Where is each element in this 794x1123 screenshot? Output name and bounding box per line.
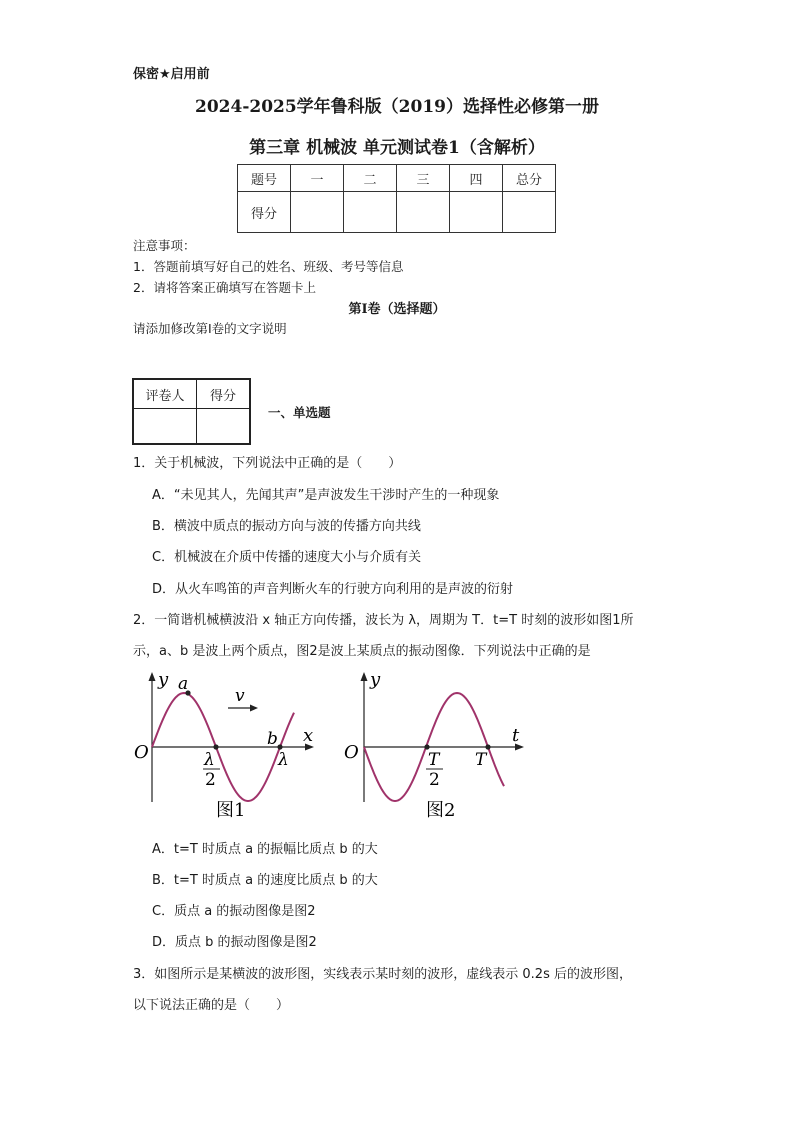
axis-label-y: y	[370, 669, 381, 690]
score-cell[interactable]	[397, 192, 450, 233]
question-1-option-c[interactable]: C．机械波在介质中传播的速度大小与介质有关	[152, 550, 422, 565]
note-item: 1．答题前填写好自己的姓名、班级、考号等信息	[133, 259, 404, 274]
axis-label-x: x	[303, 725, 314, 746]
score-header: 二	[344, 165, 397, 192]
score-cell[interactable]	[503, 192, 556, 233]
score-cell[interactable]	[344, 192, 397, 233]
label-half-T-num: T	[428, 750, 440, 770]
point-half-period	[424, 744, 429, 749]
question-2-option-a[interactable]: A．t=T 时质点 a 的振幅比质点 b 的大	[152, 842, 378, 857]
question-2-stem-line1: 2．一简谐机械横波沿 x 轴正方向传播，波长为 λ，周期为 T．t=T 时刻的波形如图1所	[133, 613, 634, 628]
score-header: 题号	[238, 165, 291, 192]
label-half-T-den: 2	[429, 770, 440, 790]
question-2-option-c[interactable]: C．质点 a 的振动图像是图2	[152, 904, 316, 919]
question-1-option-d[interactable]: D．从火车鸣笛的声音判断火车的行驶方向利用的是声波的衍射	[152, 582, 514, 597]
reviewer-score-cell[interactable]	[197, 409, 251, 445]
part-description: 请添加修改第I卷的文字说明	[133, 321, 287, 336]
question-3-stem-line1: 3．如图所示是某横波的波形图，实线表示某时刻的波形，虚线表示 0.2s 后的波形图，	[133, 967, 632, 982]
label-b: b	[267, 729, 278, 749]
notes-heading: 注意事项：	[133, 238, 196, 253]
label-half-lambda-num: λ	[204, 750, 215, 770]
label-half-lambda-den: 2	[205, 770, 216, 790]
score-header: 三	[397, 165, 450, 192]
question-2-option-d[interactable]: D．质点 b 的振动图像是图2	[152, 935, 317, 950]
question-1-option-b[interactable]: B．横波中质点的振动方向与波的传播方向共线	[152, 519, 421, 534]
note-item: 2．请将答案正确填写在答题卡上	[133, 280, 316, 295]
axis-label-y: y	[158, 669, 169, 690]
question-1-option-a[interactable]: A．“未见其人，先闻其声”是声波发生干涉时产生的一种现象	[152, 488, 500, 503]
score-header: 总分	[503, 165, 556, 192]
score-header: 四	[450, 165, 503, 192]
exam-subtitle: 第三章 机械波 单元测试卷1（含解析）	[249, 138, 545, 158]
reviewer-table	[132, 378, 251, 445]
reviewer-cell[interactable]	[133, 409, 197, 445]
label-lambda: λ	[278, 750, 289, 770]
question-3-stem-line2: 以下说法正确的是（ ）	[133, 998, 290, 1013]
part-title: 第I卷（选择题）	[348, 302, 446, 317]
score-row-label: 得分	[238, 192, 291, 233]
figure-2-caption: 图2	[426, 800, 456, 821]
point-period	[485, 744, 490, 749]
label-T: T	[475, 750, 487, 770]
axis-label-t: t	[512, 725, 520, 746]
score-table	[237, 164, 556, 233]
score-cell[interactable]	[450, 192, 503, 233]
point-b	[277, 744, 282, 749]
figure-1-caption: 图1	[216, 800, 246, 821]
label-a: a	[178, 674, 189, 694]
figure-2-vibration-graph	[340, 668, 540, 826]
reviewer-header: 得分	[197, 379, 251, 409]
score-cell[interactable]	[291, 192, 344, 233]
question-2-stem-line2: 示，a、b 是波上两个质点，图2是波上某质点的振动图像．下列说法中正确的是	[133, 644, 591, 659]
section-title: 一、单选题	[268, 405, 331, 420]
origin-label: O	[134, 742, 149, 763]
question-2-option-b[interactable]: B．t=T 时质点 a 的速度比质点 b 的大	[152, 873, 378, 888]
exam-title: 2024-2025学年鲁科版（2019）选择性必修第一册	[195, 97, 599, 117]
score-header: 一	[291, 165, 344, 192]
confidential-mark: 保密★启用前	[133, 67, 210, 82]
label-v: v	[235, 686, 245, 706]
figure-1-wave-graph	[130, 668, 330, 826]
question-1-stem: 1．关于机械波，下列说法中正确的是（ ）	[133, 456, 402, 471]
point-half-lambda	[213, 744, 218, 749]
origin-label: O	[344, 742, 359, 763]
reviewer-header: 评卷人	[133, 379, 197, 409]
